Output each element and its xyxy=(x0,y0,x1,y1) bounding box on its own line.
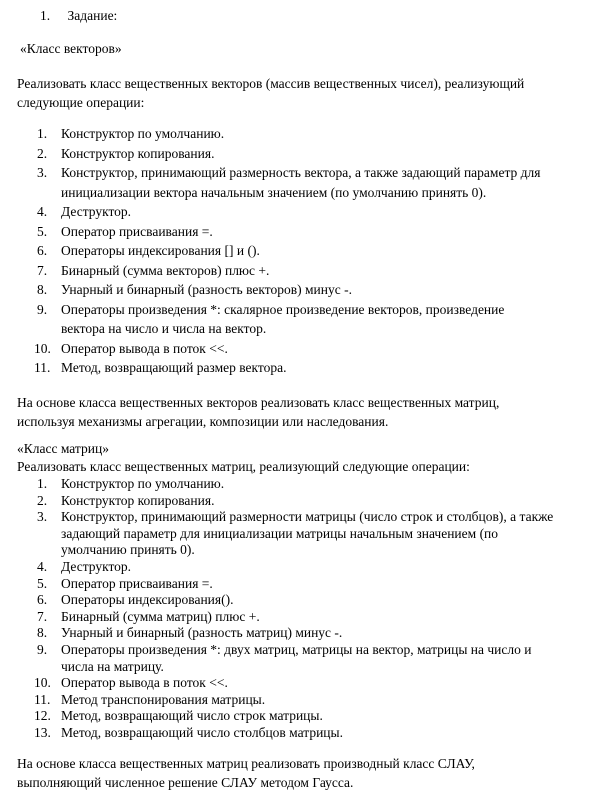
list-item-text: Оператор присваивания =. xyxy=(61,575,213,591)
list-item xyxy=(17,280,594,300)
list-item-text: Конструктор, принимающий размерность вектора, а также задающий параметр для xyxy=(61,165,541,180)
list-item xyxy=(17,358,594,378)
vector-intro-line: Реализовать класс вещественных векторов (массив вещественных чисел), реализующий xyxy=(17,76,525,91)
list-item xyxy=(17,576,594,593)
list-item-number: 9. xyxy=(37,641,48,657)
matrix-intro-line: Реализовать класс вещественных матриц, реализующий следующие операции: xyxy=(17,459,470,474)
list-item-number: 9. xyxy=(37,301,48,317)
list-item xyxy=(17,202,594,222)
list-item xyxy=(17,476,594,493)
list-item-text: Конструктор копирования. xyxy=(61,145,215,161)
list-item xyxy=(17,708,594,725)
list-item-number: 5. xyxy=(37,575,48,591)
list-item-number: 4. xyxy=(37,204,48,219)
list-item-text: Конструктор копирования. xyxy=(61,492,215,508)
list-item xyxy=(17,509,594,559)
list-item-number: 10. xyxy=(34,675,51,691)
list-item-text: Метод, возвращающий число столбцов матрицы. xyxy=(61,724,343,740)
list-item-text: Деструктор. xyxy=(61,204,132,219)
list-item-number: 13. xyxy=(34,724,51,740)
vector-outro xyxy=(17,393,592,431)
list-item-text: Метод транспонирования матрицы. xyxy=(61,691,266,707)
vector-outro-line: используя механизмы агрегации, композиции или наследования. xyxy=(17,414,389,429)
list-item-number: 6. xyxy=(37,592,48,608)
list-item-text: Унарный и бинарный (разность векторов) минус -. xyxy=(61,282,352,297)
list-item xyxy=(17,339,594,359)
matrix-intro xyxy=(17,459,592,475)
list-item-number: 11. xyxy=(34,360,51,375)
list-item-number: 4. xyxy=(37,558,48,574)
list-item-number: 1. xyxy=(37,476,48,491)
task-heading-label: Задание: xyxy=(67,8,118,23)
list-item-text: Конструктор, принимающий размерности матрицы (число строк и столбцов), а также xyxy=(61,509,554,525)
list-item-text: Операторы произведения *: двух матриц, матрицы на вектор, матрицы на число и xyxy=(61,641,532,657)
list-item-text: вектора на число и числа на вектор. xyxy=(61,321,267,336)
list-item-text: числа на матрицу. xyxy=(61,658,164,674)
list-item xyxy=(17,222,594,242)
list-item-number: 12. xyxy=(34,708,51,724)
list-item-number: 2. xyxy=(37,145,48,161)
list-item-text: Метод, возвращающий число строк матрицы. xyxy=(61,708,323,724)
task-heading xyxy=(40,8,592,24)
list-item-number: 6. xyxy=(37,243,48,258)
list-item xyxy=(17,725,594,742)
list-item-number: 7. xyxy=(37,262,48,278)
list-item-text: Операторы произведения *: скалярное произведение векторов, произведение xyxy=(61,301,505,317)
list-item-text: Операторы индексирования(). xyxy=(61,592,234,608)
list-item xyxy=(17,300,594,339)
list-item xyxy=(17,144,594,164)
task-heading-number: 1. xyxy=(40,8,51,23)
list-item-number: 3. xyxy=(37,509,48,525)
list-item-number: 1. xyxy=(37,126,48,141)
vector-outro-line: На основе класса вещественных векторов реализовать класс вещественных матриц, xyxy=(17,395,500,410)
list-item xyxy=(17,124,594,144)
list-item-text: Конструктор по умолчанию. xyxy=(61,476,225,491)
list-item-text: Оператор присваивания =. xyxy=(61,223,213,239)
list-item-number: 8. xyxy=(37,282,48,297)
list-item-text: Деструктор. xyxy=(61,558,132,574)
list-item-text: инициализации вектора начальным значением (по умолчанию принять 0). xyxy=(61,184,487,200)
list-item xyxy=(17,261,594,281)
list-item xyxy=(17,163,594,202)
list-item-text: умолчанию принять 0). xyxy=(61,542,195,558)
list-item-text: Конструктор по умолчанию. xyxy=(61,126,225,141)
list-item-number: 5. xyxy=(37,223,48,239)
vector-operations-list xyxy=(17,124,594,378)
list-item xyxy=(17,675,594,692)
list-item xyxy=(17,642,594,675)
list-item-number: 3. xyxy=(37,165,48,180)
list-item xyxy=(17,559,594,576)
list-item xyxy=(17,592,594,609)
list-item-number: 11. xyxy=(34,691,51,707)
vector-intro-line: следующие операции: xyxy=(17,95,145,110)
vector-intro xyxy=(17,74,592,112)
list-item xyxy=(17,241,594,261)
list-item-text: задающий параметр для инициализации матрицы начальным значением (по xyxy=(61,525,499,541)
matrix-operations-list xyxy=(17,476,594,742)
matrix-outro-line: На основе класса вещественных матриц реализовать производный класс СЛАУ, xyxy=(17,756,475,771)
list-item-text: Оператор вывода в поток <<. xyxy=(61,340,228,356)
list-item-number: 8. xyxy=(37,625,48,641)
list-item xyxy=(17,692,594,709)
list-item-text: Бинарный (сумма матриц) плюс +. xyxy=(61,608,260,624)
list-item-text: Метод, возвращающий размер вектора. xyxy=(61,360,287,375)
list-item-text: Унарный и бинарный (разность матриц) минус -. xyxy=(61,625,343,641)
matrix-outro xyxy=(17,754,592,792)
list-item xyxy=(17,625,594,642)
vector-section-title: «Класс векторов» xyxy=(20,41,122,56)
list-item xyxy=(17,493,594,510)
list-item-number: 2. xyxy=(37,492,48,508)
matrix-outro-line: выполняющий численное решение СЛАУ методом Гаусса. xyxy=(17,775,354,790)
list-item-number: 7. xyxy=(37,608,48,624)
list-item-text: Оператор вывода в поток <<. xyxy=(61,675,228,691)
matrix-section-title: «Класс матриц» xyxy=(17,441,109,456)
list-item-text: Операторы индексирования [] и (). xyxy=(61,243,260,258)
list-item-number: 10. xyxy=(34,340,51,356)
list-item xyxy=(17,609,594,626)
list-item-text: Бинарный (сумма векторов) плюс +. xyxy=(61,262,270,278)
